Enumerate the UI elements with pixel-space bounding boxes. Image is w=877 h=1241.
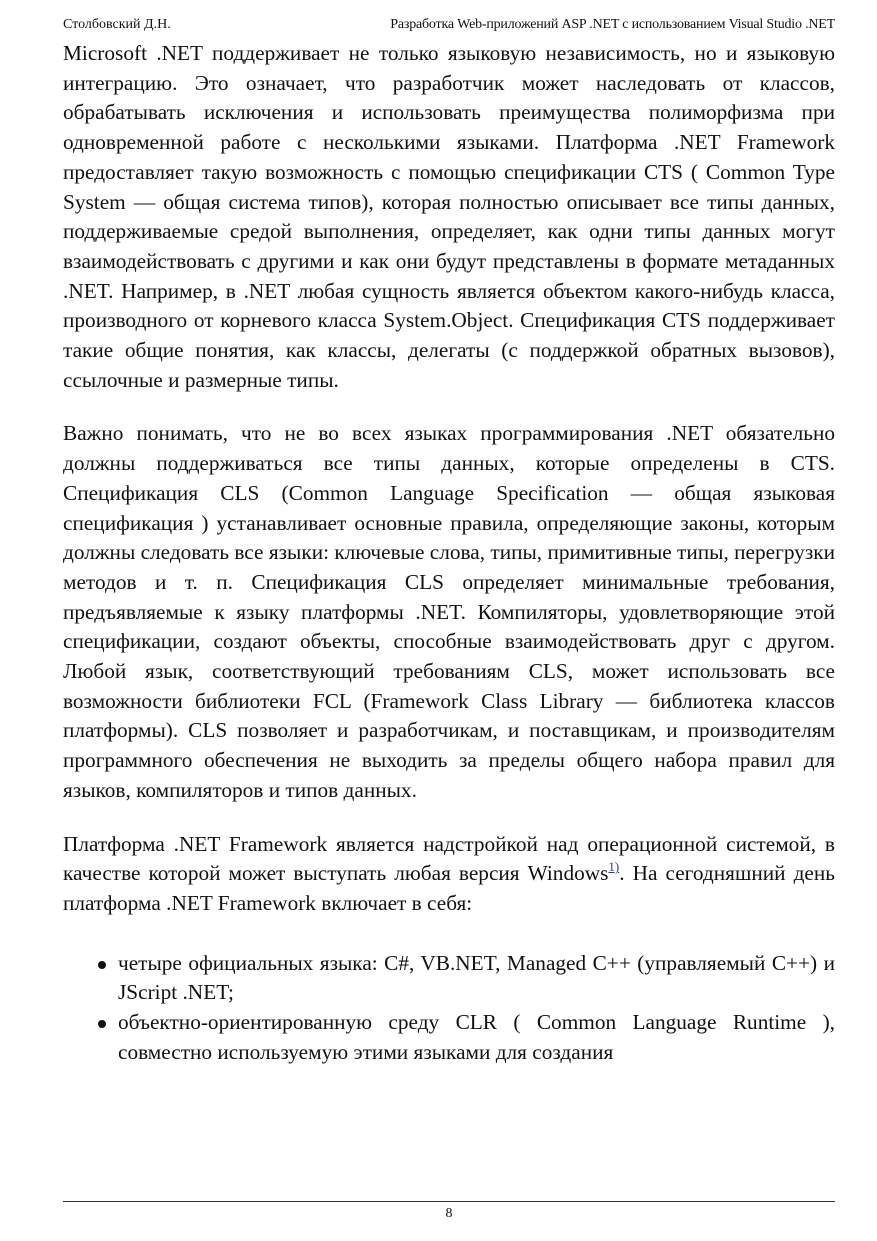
bullet-icon xyxy=(98,1020,106,1028)
header-book-title: Разработка Web-приложений ASP .NET с использованием Visual Studio .NET xyxy=(390,17,835,32)
running-header xyxy=(63,15,835,35)
page-number: 8 xyxy=(445,1206,453,1221)
paragraph-platform-text-end: . На сегодняшний день платформа .NET Framework включает в себя: xyxy=(63,861,835,915)
bullet-icon xyxy=(98,961,106,969)
list-item xyxy=(63,949,835,1008)
list-item-text: четыре официальных языка: C#, VB.NET, Managed C++ (управляемый C++) и JScript .NET; xyxy=(118,950,835,1005)
footer-divider xyxy=(63,1201,835,1202)
list-item xyxy=(63,1008,835,1067)
footnote-link[interactable]: 1) xyxy=(608,859,620,875)
body-text xyxy=(63,39,835,1068)
bullet-list xyxy=(63,949,835,1068)
list-item-text: объектно-ориентированную среду CLR ( Common Language Runtime ), совместно используемую этими языками для создания xyxy=(118,1010,835,1064)
document-page xyxy=(63,0,835,1241)
paragraph-platform-text: Платформа .NET Framework является надстройкой над операционной системой, в качестве которой может выступать любая версия Windows xyxy=(63,831,835,886)
paragraph-cls: Важно понимать, что не во всех языках программирования .NET обязательно должны поддерживаться все типы данных, которые определены в CTS. Спецификация CLS (Common Language Specification — общая языковая спецификация ) устанавливает основные правила, определяющие законы, которым должны следовать все языки: ключевые слова, типы, примитивные типы, перегрузки методов и т. п. Спецификация CLS определяет минимальные требования, предъявляемые к языку платформы .NET. Компиляторы, удовлетворяющие этой спецификации, создают объекты, способные взаимодействовать друг с другом. Любой язык, соответствующий требованиям CLS, может использовать все возможности библиотеки FCL (Framework Class Library — библиотека классов платформы). CLS позволяет и разработчикам, и поставщикам, и производителям программного обеспечения не выходить за пределы общего набора правил для языков, компиляторов и типов данных. xyxy=(63,421,835,802)
header-author: Столбовский Д.Н. xyxy=(63,17,171,32)
paragraph-cts: Microsoft .NET поддерживает не только языковую независимость, но и языковую интеграцию. Это означает, что разработчик может наследовать от классов, обрабатывать исключения и использовать преимущества полиморфизма при одновременной работе с несколькими языками. Платформа .NET Framework предоставляет такую возможность с помощью спецификации CTS ( Common Type System — общая система типов), которая полностью описывает все типы данных, поддерживаемые средой выполнения, определяет, как одни типы данных могут взаимодействовать с другими и как они будут представлены в формате метаданных .NET. Например, в .NET любая сущность является объектом какого-нибудь класса, производного от корневого класса System.Object. Спецификация CTS поддерживает такие общие понятия, как классы, делегаты (с поддержкой обратных вызовов), ссылочные и размерные типы. xyxy=(63,41,835,392)
paragraph-platform xyxy=(63,830,835,919)
